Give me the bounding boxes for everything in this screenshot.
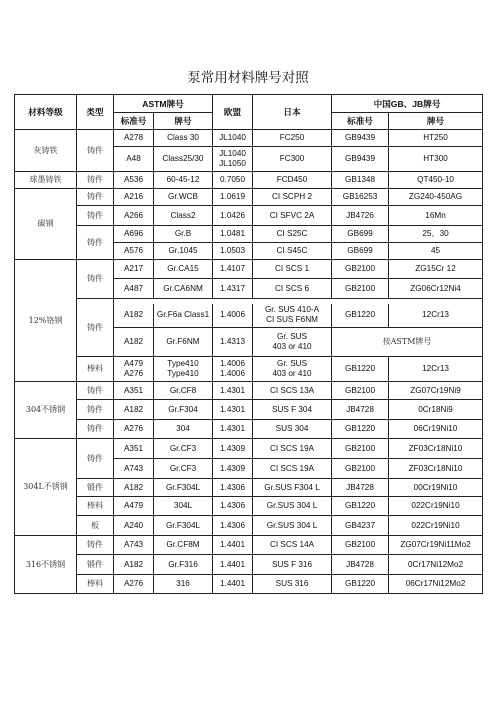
cn-grade-cell: 25、30 [389, 226, 483, 243]
astm-std-cell: A216 [114, 189, 154, 206]
astm-grade-cell: Gr.1045 [154, 243, 213, 260]
type-cell: 铸件 [77, 382, 114, 400]
astm-grade-cell: Gr.F316 [154, 555, 213, 575]
table-row [15, 400, 483, 420]
header-material-grade: 材料等级 [15, 95, 77, 130]
astm-grade-cell: Gr.CA6NM [154, 279, 213, 299]
table-row [15, 555, 483, 575]
jp-cell: CI SFVC 2A [253, 206, 332, 226]
eu-cell: 1.0481 [213, 226, 253, 243]
astm-std-cell: A276 [114, 420, 154, 439]
jp-cell: FCD450 [253, 172, 332, 189]
cn-std-cell: GB2100 [332, 382, 389, 400]
type-cell: 铸件 [77, 130, 114, 172]
header-astm: ASTM牌号 [114, 95, 213, 113]
cn-std-cell: GB2100 [332, 439, 389, 459]
jp-cell: SUS F 304 [253, 400, 332, 420]
astm-std-cell: A48 [114, 147, 154, 172]
jp-cell [253, 304, 332, 328]
cn-std-cell: GB9439 [332, 147, 389, 172]
table-row [15, 516, 483, 536]
eu-cell: 1.4313 [213, 328, 253, 357]
eu-cell: 1.0503 [213, 243, 253, 260]
cn-std-cell: JB4728 [332, 400, 389, 420]
astm-std-cell: A351 [114, 382, 154, 400]
astm-grade-cell: Gr.F304L [154, 516, 213, 536]
jp-cell: Gr.SUS 304 L [253, 497, 332, 516]
group-12cr-steel: 12%铬钢 [15, 260, 77, 382]
cn-std-cell: JB4728 [332, 555, 389, 575]
astm-std-cell [114, 357, 154, 382]
astm-std-cell: A487 [114, 279, 154, 299]
cn-grade-cell: 022Cr19Ni10 [389, 516, 483, 536]
type-cell: 铸件 [77, 260, 114, 299]
type-cell: 铸件 [77, 172, 114, 189]
type-cell: 铸件 [77, 536, 114, 555]
astm-grade-cell: Gr.F304 [154, 400, 213, 420]
jp-cell: FC250 [253, 130, 332, 147]
jp-line: 403 or 410 [272, 342, 312, 351]
cn-merged-cell: 按ASTM牌号 [332, 328, 483, 357]
type-cell: 锻件 [77, 479, 114, 497]
group-304-ss: 304不锈钢 [15, 382, 77, 439]
astm-grade-cell: Gr.F304L [154, 479, 213, 497]
group-304l-ss: 304L不锈钢 [15, 439, 77, 536]
group-ductile-iron: 球墨铸铁 [15, 172, 77, 189]
cn-grade-cell: 0Cr17Ni12Mo2 [389, 555, 483, 575]
astm-grade-cell: Gr.CA15 [154, 260, 213, 279]
cn-grade-cell: 12Cr13 [389, 304, 483, 328]
cn-std-cell: GB1220 [332, 575, 389, 594]
astm-std-cell: A266 [114, 206, 154, 226]
type-cell: 铸件 [77, 189, 114, 206]
type-cell: 棒料 [77, 575, 114, 594]
cn-std-cell: JB4728 [332, 479, 389, 497]
table-row [15, 575, 483, 594]
cn-std-cell: GB699 [332, 243, 389, 260]
table-row [15, 206, 483, 226]
cn-grade-cell: 0Cr18Ni9 [389, 400, 483, 420]
cn-grade-cell: 45 [389, 243, 483, 260]
astm-grade-line: Type410 [167, 359, 199, 368]
eu-line: 1.4006 [219, 369, 246, 378]
cn-std-cell: GB699 [332, 226, 389, 243]
header-type: 类型 [77, 95, 114, 130]
cn-std-cell: GB1220 [332, 357, 389, 382]
header-astm-std: 标准号 [114, 113, 154, 130]
type-cell: 铸件 [77, 206, 114, 226]
jp-line: Gr. SUS [277, 359, 308, 368]
eu-cell: 1.4306 [213, 479, 253, 497]
jp-cell [253, 357, 332, 382]
jp-line: Gr. SUS [277, 332, 308, 341]
jp-cell: CI SCS 14A [253, 536, 332, 555]
page-title: 泵常用材料牌号对照 [187, 70, 309, 86]
astm-std-cell: A743 [114, 459, 154, 479]
cn-grade-cell: ZG240-450AG [389, 189, 483, 206]
jp-cell: CI SCPH 2 [253, 189, 332, 206]
astm-std-cell: A182 [114, 400, 154, 420]
eu-cell: 1.0619 [213, 189, 253, 206]
astm-std-cell: A536 [114, 172, 154, 189]
jp-line: Gr. SUS 410-A [264, 305, 320, 315]
eu-cell: 1.4107 [213, 260, 253, 279]
astm-std-cell: A217 [114, 260, 154, 279]
astm-std-cell: A696 [114, 226, 154, 243]
cn-grade-cell: 16Mn [389, 206, 483, 226]
group-carbon-steel: 碳钢 [15, 189, 77, 260]
jp-cell: CI S25C [253, 226, 332, 243]
eu-cell: 1.4317 [213, 279, 253, 299]
type-cell: 铸件 [77, 299, 114, 357]
astm-grade-cell: 304 [154, 420, 213, 439]
astm-grade-cell: Gr.F6NM [154, 328, 213, 357]
header-japan: 日本 [253, 95, 332, 130]
cn-grade-cell: ZG07Cr19Ni11Mo2 [389, 536, 483, 555]
astm-grade-cell: Gr.F6a Class1 [154, 304, 213, 328]
eu-cell: 1.4301 [213, 400, 253, 420]
cn-grade-cell: 12Cr13 [389, 357, 483, 382]
jp-line: CI SUS F6NM [266, 315, 318, 325]
eu-cell: 0.7050 [213, 172, 253, 189]
table-row [15, 420, 483, 439]
astm-grade-cell: Gr.CF8M [154, 536, 213, 555]
type-cell: 铸件 [77, 226, 114, 260]
cn-grade-cell: 00Cr19Ni10 [389, 479, 483, 497]
astm-grade-cell: Class 30 [154, 130, 213, 147]
header-europe: 欧盟 [213, 95, 253, 130]
type-cell: 锻件 [77, 555, 114, 575]
astm-std-line: A479 [123, 359, 144, 368]
eu-cell: JL1040 [213, 130, 253, 147]
eu-cell: 1.4401 [213, 555, 253, 575]
cn-grade-cell: HT250 [389, 130, 483, 147]
cn-std-cell: GB1220 [332, 497, 389, 516]
type-cell: 棒料 [77, 357, 114, 382]
astm-std-cell: A240 [114, 516, 154, 536]
table-row [15, 130, 483, 147]
header-cn-std: 标准号 [332, 113, 389, 130]
jp-cell: CI SCS 13A [253, 382, 332, 400]
table-row [15, 189, 483, 206]
cn-grade-cell: ZG15Cr 12 [389, 260, 483, 279]
jp-cell: CI SCS 19A [253, 459, 332, 479]
eu-cell: 1.0426 [213, 206, 253, 226]
eu-cell: 1.4301 [213, 382, 253, 400]
table-row [15, 479, 483, 497]
jp-cell: SUS 304 [253, 420, 332, 439]
astm-grade-cell: 304L [154, 497, 213, 516]
eu-cell: 1.4401 [213, 575, 253, 594]
eu-cell: 1.4306 [213, 516, 253, 536]
astm-grade-cell: Gr.CF3 [154, 439, 213, 459]
table-row [15, 497, 483, 516]
jp-cell: SUS 316 [253, 575, 332, 594]
cn-std-cell: GB2100 [332, 279, 389, 299]
cn-std-cell: GB1220 [332, 304, 389, 328]
header-china: 中国GB、JB牌号 [332, 95, 483, 113]
astm-grade-line: Type410 [167, 369, 199, 378]
cn-std-cell: GB1348 [332, 172, 389, 189]
cn-std-cell: GB1220 [332, 420, 389, 439]
cn-grade-cell: 022Cr19Ni10 [389, 497, 483, 516]
group-gray-iron: 灰铸铁 [15, 130, 77, 172]
table-row [15, 260, 483, 279]
cn-grade-cell: ZG07Cr19Ni9 [389, 382, 483, 400]
astm-grade-cell: Gr.B [154, 226, 213, 243]
astm-grade-cell: Class25/30 [154, 147, 213, 172]
astm-std-cell: A182 [114, 555, 154, 575]
material-comparison-table [14, 94, 483, 594]
cn-grade-cell: QT450-10 [389, 172, 483, 189]
eu-cell: 1.4006 [213, 304, 253, 328]
cn-std-cell: GB16253 [332, 189, 389, 206]
cn-std-cell: GB2100 [332, 260, 389, 279]
table-row [15, 536, 483, 555]
jp-cell: CI SCS 6 [253, 279, 332, 299]
astm-std-cell: A576 [114, 243, 154, 260]
astm-grade-cell [154, 357, 213, 382]
astm-std-cell: A351 [114, 439, 154, 459]
jp-cell: CI SCS 19A [253, 439, 332, 459]
astm-std-cell: A182 [114, 304, 154, 328]
table-row [15, 439, 483, 459]
eu-cell: 1.4301 [213, 420, 253, 439]
cn-grade-cell: HT300 [389, 147, 483, 172]
eu-cell: 1.4309 [213, 459, 253, 479]
astm-grade-cell: 316 [154, 575, 213, 594]
eu-line: 1.4006 [219, 359, 246, 368]
astm-std-line: A276 [123, 369, 144, 378]
jp-cell: FC300 [253, 147, 332, 172]
astm-grade-cell: Gr.CF8 [154, 382, 213, 400]
cn-grade-cell: 06Cr19Ni10 [389, 420, 483, 439]
astm-grade-cell: Class2 [154, 206, 213, 226]
cn-std-cell: GB9439 [332, 130, 389, 147]
type-cell: 铸件 [77, 439, 114, 479]
jp-cell: CI SCS 1 [253, 260, 332, 279]
cn-std-cell: GB2100 [332, 459, 389, 479]
jp-cell: Gr.SUS F304 L [253, 479, 332, 497]
header-astm-grade: 牌号 [154, 113, 213, 130]
astm-grade-cell: Gr.WCB [154, 189, 213, 206]
eu-line: JL1040 [219, 149, 246, 158]
header-cn-grade: 牌号 [389, 113, 483, 130]
eu-cell [213, 147, 253, 172]
table-row [15, 357, 483, 382]
eu-cell: 1.4401 [213, 536, 253, 555]
type-cell: 铸件 [77, 420, 114, 439]
cn-grade-cell: ZF03Cr18Ni10 [389, 459, 483, 479]
group-316-ss: 316不锈钢 [15, 536, 77, 594]
cn-grade-cell: ZF03Cr18Ni10 [389, 439, 483, 459]
cn-std-cell: GB2100 [332, 536, 389, 555]
cn-std-cell: JB4726 [332, 206, 389, 226]
astm-std-cell: A278 [114, 130, 154, 147]
jp-cell: SUS F 316 [253, 555, 332, 575]
table-row [15, 172, 483, 189]
astm-grade-cell: Gr.CF3 [154, 459, 213, 479]
jp-cell [253, 328, 332, 357]
type-cell: 铸件 [77, 400, 114, 420]
cn-grade-cell: 06Cr17Ni12Mo2 [389, 575, 483, 594]
astm-grade-cell: 60-45-12 [154, 172, 213, 189]
eu-cell: 1.4309 [213, 439, 253, 459]
eu-cell: 1.4306 [213, 497, 253, 516]
type-cell: 棒料 [77, 497, 114, 516]
jp-cell: CI S45C [253, 243, 332, 260]
jp-cell: Gr.SUS 304 L [253, 516, 332, 536]
astm-std-cell: A743 [114, 536, 154, 555]
astm-std-cell: A182 [114, 328, 154, 357]
eu-cell [213, 357, 253, 382]
table-row [15, 226, 483, 243]
type-cell: 板 [77, 516, 114, 536]
astm-std-cell: A479 [114, 497, 154, 516]
table-row [15, 382, 483, 400]
cn-grade-cell: ZG06Cr12Ni4 [389, 279, 483, 299]
jp-line: 403 or 410 [272, 369, 312, 378]
astm-std-cell: A276 [114, 575, 154, 594]
cn-std-cell: GB4237 [332, 516, 389, 536]
astm-std-cell: A182 [114, 479, 154, 497]
eu-line: JL1050 [219, 159, 246, 168]
